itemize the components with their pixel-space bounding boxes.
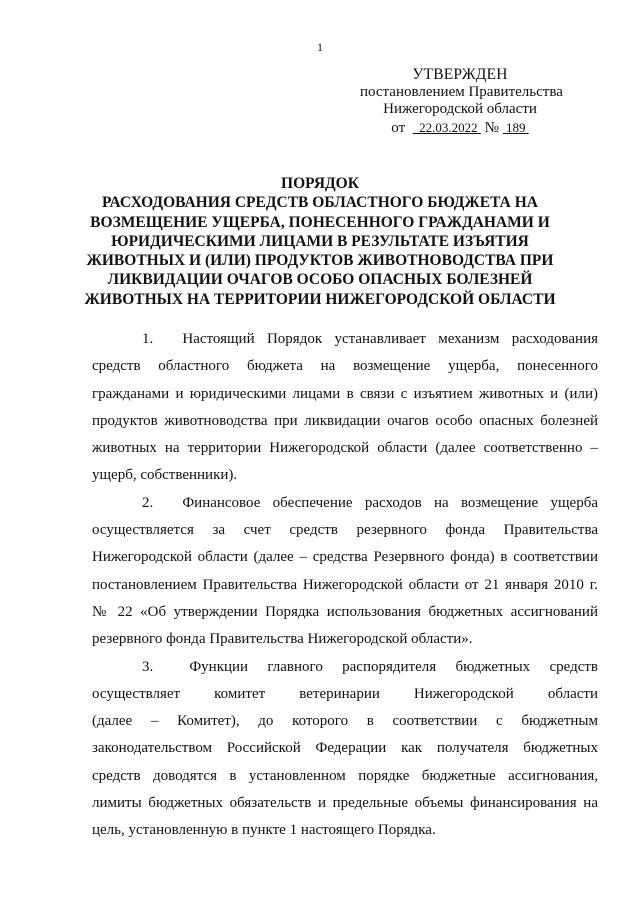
paragraph-number: 1. <box>142 331 154 347</box>
paragraph-number: 2. <box>142 494 154 511</box>
approval-title: УТВЕРЖДЕН <box>412 66 508 83</box>
paragraph-2 <box>92 490 598 654</box>
paragraph-line: гражданами и юридическими лицами в связи с изъятием животных и (или) <box>92 385 598 402</box>
paragraph-line: продуктов животноводства при ликвидации очагов особо опасных болезней <box>92 412 598 429</box>
paragraph-line: ущерб, собственники). <box>92 467 238 484</box>
paragraph-line: Нижегородской области (далее – средства Резервного фонда) в соответствии <box>92 549 598 566</box>
document-body <box>92 326 598 845</box>
paragraph-line: 3. Функции главного распорядителя бюджетных средств <box>92 654 598 681</box>
approval-line-1: постановлением Правительства <box>360 83 563 100</box>
paragraph-line: средств доводятся в установленном порядке бюджетные ассигнования, <box>92 767 598 784</box>
title-line: ЖИВОТНЫХ И (ИЛИ) ПРОДУКТОВ ЖИВОТНОВОДСТВА ПРИ <box>86 252 554 270</box>
title-line: ВОЗМЕЩЕНИЕ УЩЕРБА, ПОНЕСЕННОГО ГРАЖДАНАМИ И <box>90 213 550 231</box>
paragraph-line: животных на территории Нижегородской области (далее соответственно – <box>92 440 598 457</box>
approval-date: 22.03.2022 <box>419 119 478 135</box>
paragraph-1 <box>92 326 598 490</box>
paragraph-line: цель, установленную в пункте 1 настоящего Порядка. <box>92 822 436 839</box>
paragraph-line: № 22 «Об утверждении Порядка использования бюджетных ассигнований <box>92 603 598 620</box>
title-line: ЖИВОТНЫХ НА ТЕРРИТОРИИ НИЖЕГОРОДСКОЙ ОБЛАСТИ <box>84 290 556 308</box>
approval-number: 189 <box>505 119 526 135</box>
paragraph-line: осуществляется за счет средств резервного фонда Правительства <box>92 522 598 539</box>
paragraph-line: лимиты бюджетных обязательств и предельные объемы финансирования на <box>92 795 598 812</box>
document-title <box>70 174 570 309</box>
paragraph-line: 2. Финансовое обеспечение расходов на возмещение ущерба <box>92 490 598 517</box>
title-line: ПОРЯДОК <box>281 175 359 192</box>
paragraph-line: постановлением Правительства Нижегородской области от 21 января 2010 г. <box>92 576 598 593</box>
page-number: 1 <box>317 40 323 54</box>
approval-line-2: Нижегородской области <box>383 101 537 117</box>
approval-stamp <box>360 66 563 137</box>
paragraph-line: (далее – Комитет), до которого в соответствии с бюджетным <box>92 713 598 730</box>
paragraph-line: средств областного бюджета на возмещение ущерба, понесенного <box>92 358 598 375</box>
paragraph-line: законодательством Российской Федерации как получателя бюджетных <box>92 740 598 757</box>
from-label: от <box>391 119 406 136</box>
number-label: № <box>484 119 499 136</box>
paragraph-number: 3. <box>142 658 154 675</box>
title-line: ЮРИДИЧЕСКИМИ ЛИЦАМИ В РЕЗУЛЬТАТЕ ИЗЪЯТИЯ <box>111 232 529 250</box>
title-line: РАСХОДОВАНИЯ СРЕДСТВ ОБЛАСТНОГО БЮДЖЕТА НА <box>102 194 538 212</box>
paragraph-3 <box>92 654 598 845</box>
paragraph-line: осуществляет комитет ветеринарии Нижегородской области <box>92 685 598 702</box>
approval-date-line <box>360 119 560 138</box>
paragraph-line: 1. Настоящий Порядок устанавливает механизм расходования <box>92 326 598 353</box>
paragraph-line: резервного фонда Правительства Нижегородской области». <box>92 631 473 648</box>
title-line: ЛИКВИДАЦИИ ОЧАГОВ ОСОБО ОПАСНЫХ БОЛЕЗНЕЙ <box>107 271 533 289</box>
